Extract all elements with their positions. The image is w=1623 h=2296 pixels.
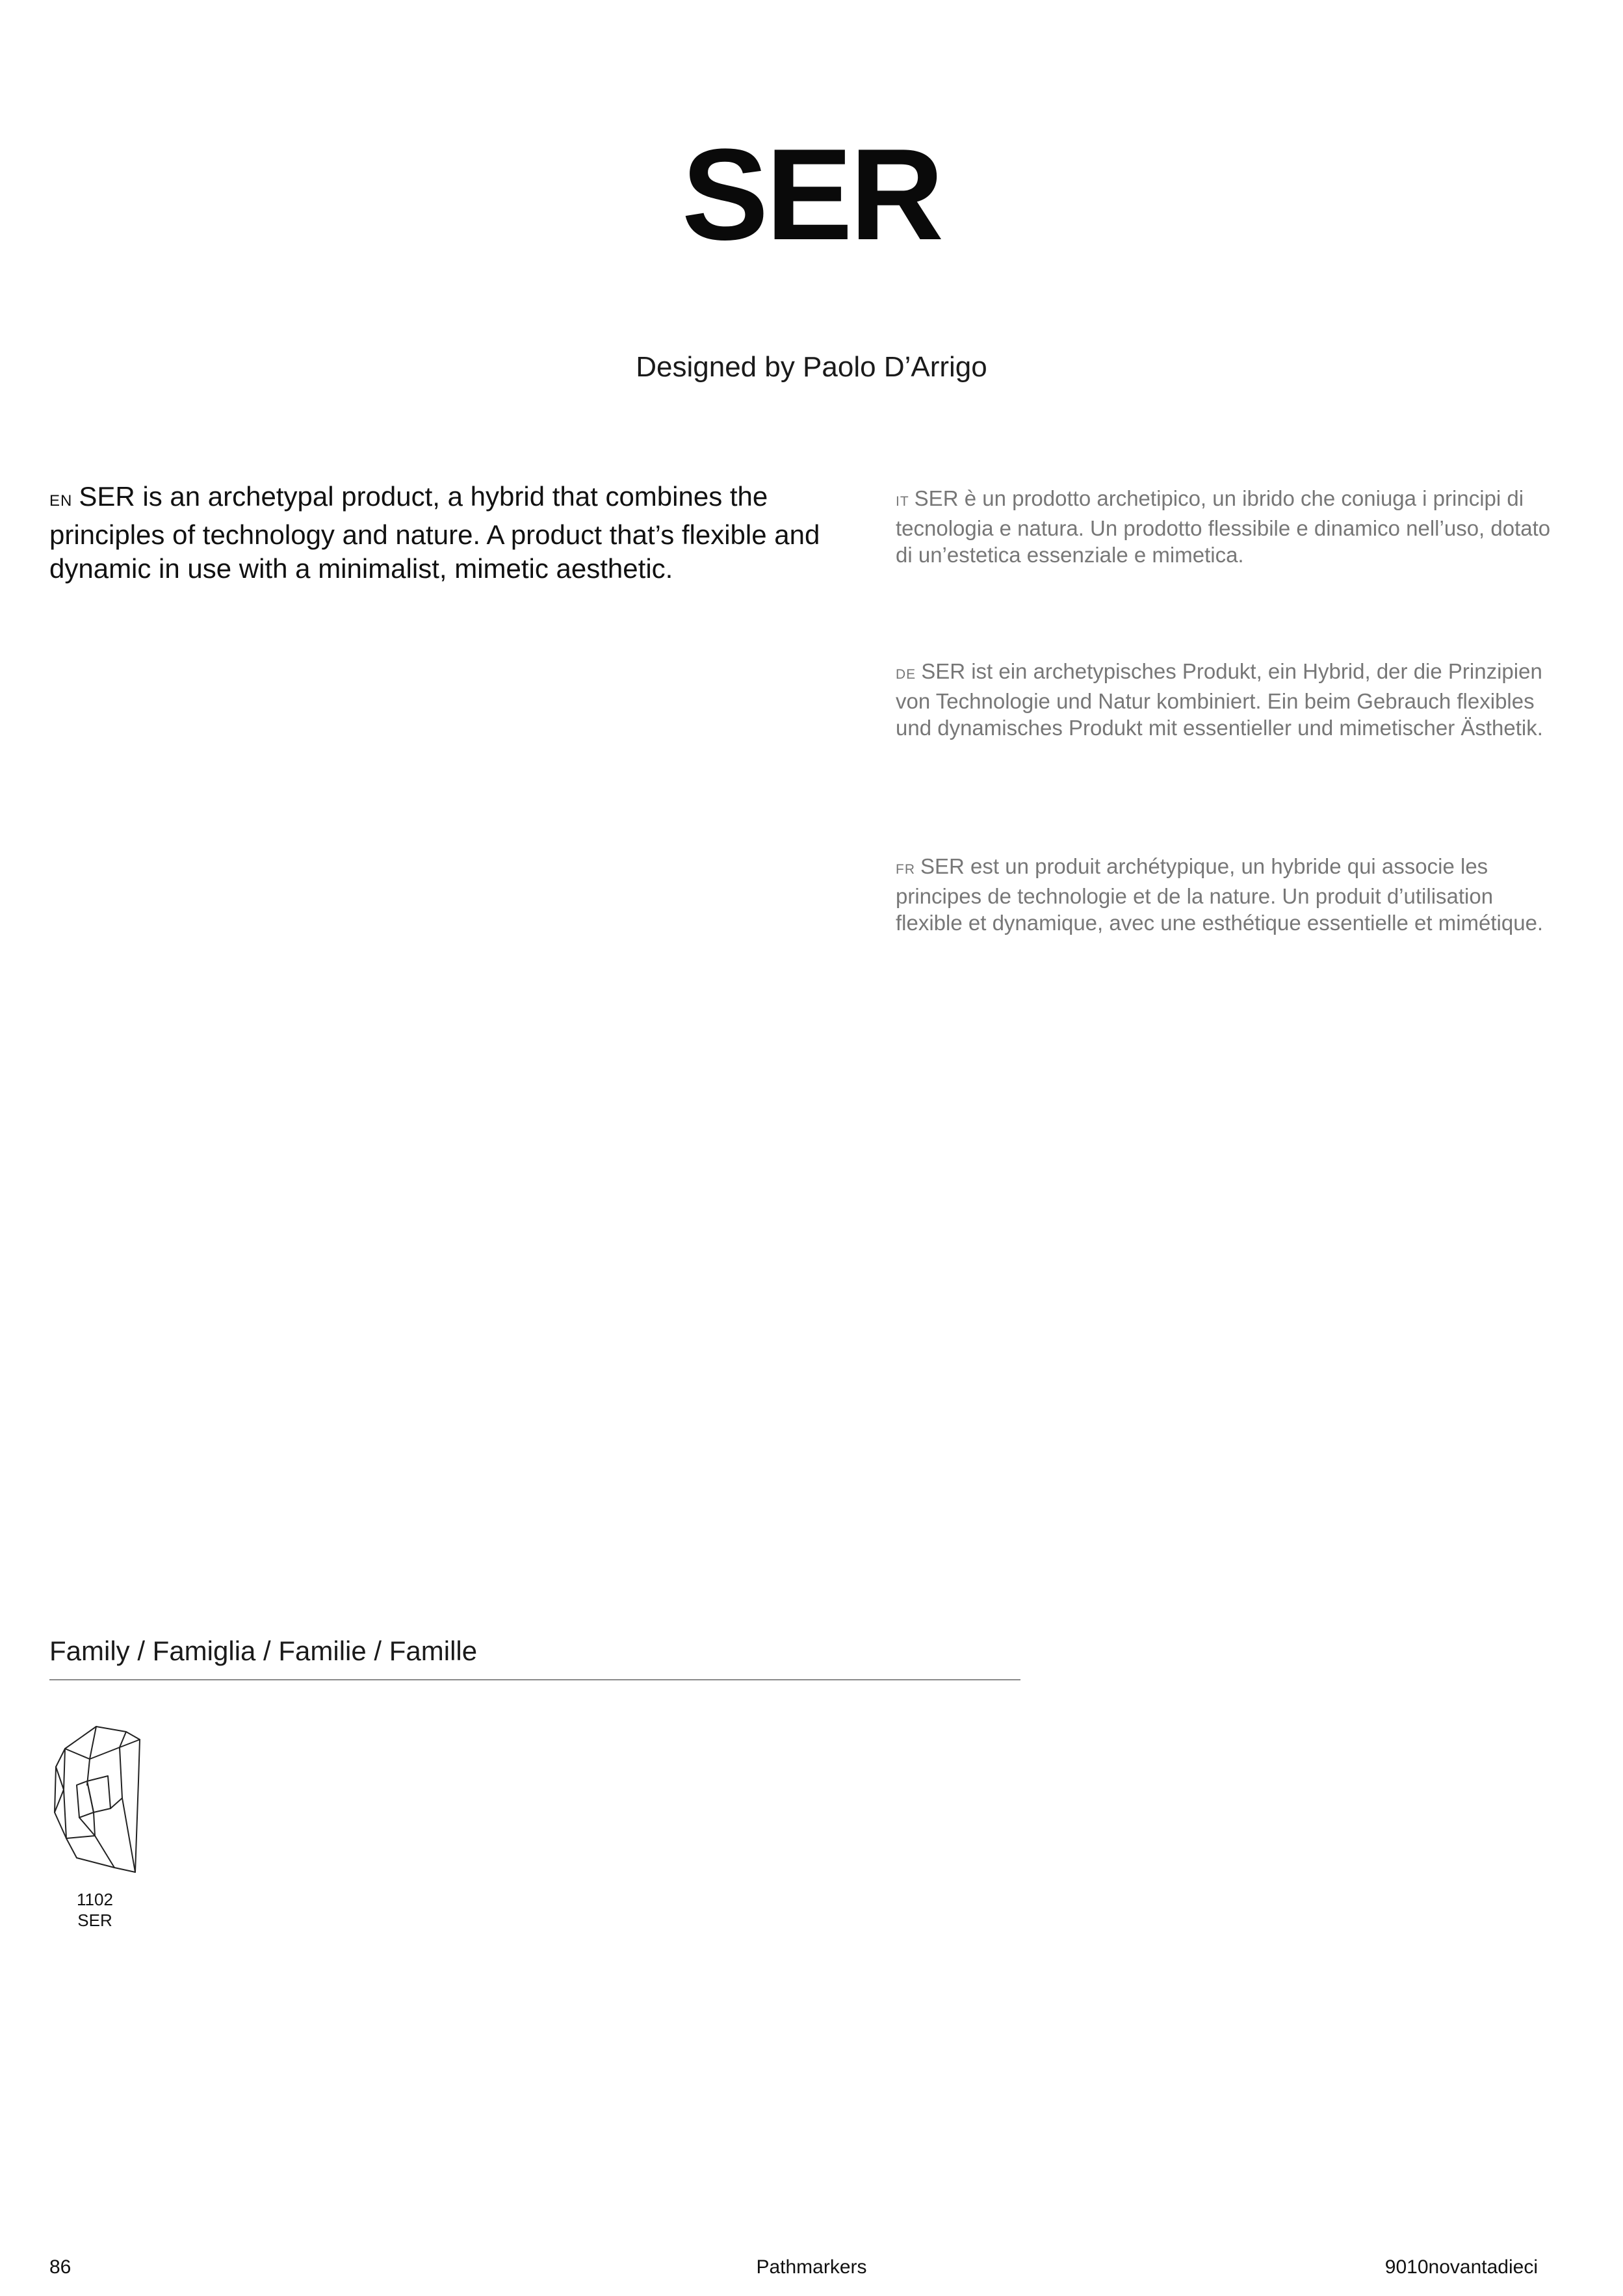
product-title: SER bbox=[681, 122, 942, 267]
description-fr bbox=[896, 853, 1559, 936]
collection-name: Pathmarkers bbox=[756, 2256, 867, 2278]
description-en-text: SER is an archetypal product, a hybrid that combines the principles of technology and nature. A product that’s flexible and dynamic in use with a minimalist, mimetic aesthetic. bbox=[49, 481, 820, 584]
page-number: 86 bbox=[49, 2256, 71, 2278]
language-code-de: DE bbox=[896, 667, 916, 682]
designer-credit: Designed by Paolo D’Arrigo bbox=[636, 351, 987, 383]
description-en bbox=[49, 480, 829, 586]
family-heading: Family / Famiglia / Familie / Famille bbox=[49, 1636, 478, 1666]
description-de-text: SER ist ein archetypisches Produkt, ein Hybrid, der die Prinzipien von Technologie und Natur kombiniert. Ein beim Gebrauch flexibles und dynamisches Produkt mit essentieller und mimetischer Ästhetik. bbox=[896, 659, 1543, 740]
ser-lamp-outline-icon bbox=[49, 1721, 140, 1877]
family-divider bbox=[49, 1679, 1020, 1680]
description-it bbox=[896, 485, 1559, 568]
language-code-it: IT bbox=[896, 494, 909, 509]
language-code-fr: FR bbox=[896, 862, 915, 877]
description-de bbox=[896, 658, 1559, 741]
language-code-en: EN bbox=[49, 492, 73, 510]
brand-name: 9010novantadieci bbox=[1384, 2256, 1538, 2278]
family-item-name: SER bbox=[77, 1911, 112, 1930]
family-item-code: 1102 bbox=[77, 1890, 113, 1909]
description-it-text: SER è un prodotto archetipico, un ibrido che coniuga i principi di tecnologia e natura. Un prodotto flessibile e dinamico nell’uso, dotato di un’estetica essenziale e mimetica. bbox=[896, 486, 1551, 567]
description-fr-text: SER est un produit archétypique, un hybride qui associe les principes de technologie et de la nature. Un produit d’utilisation flexible et dynamique, avec une esthétique essentielle et mimétique. bbox=[896, 854, 1544, 935]
